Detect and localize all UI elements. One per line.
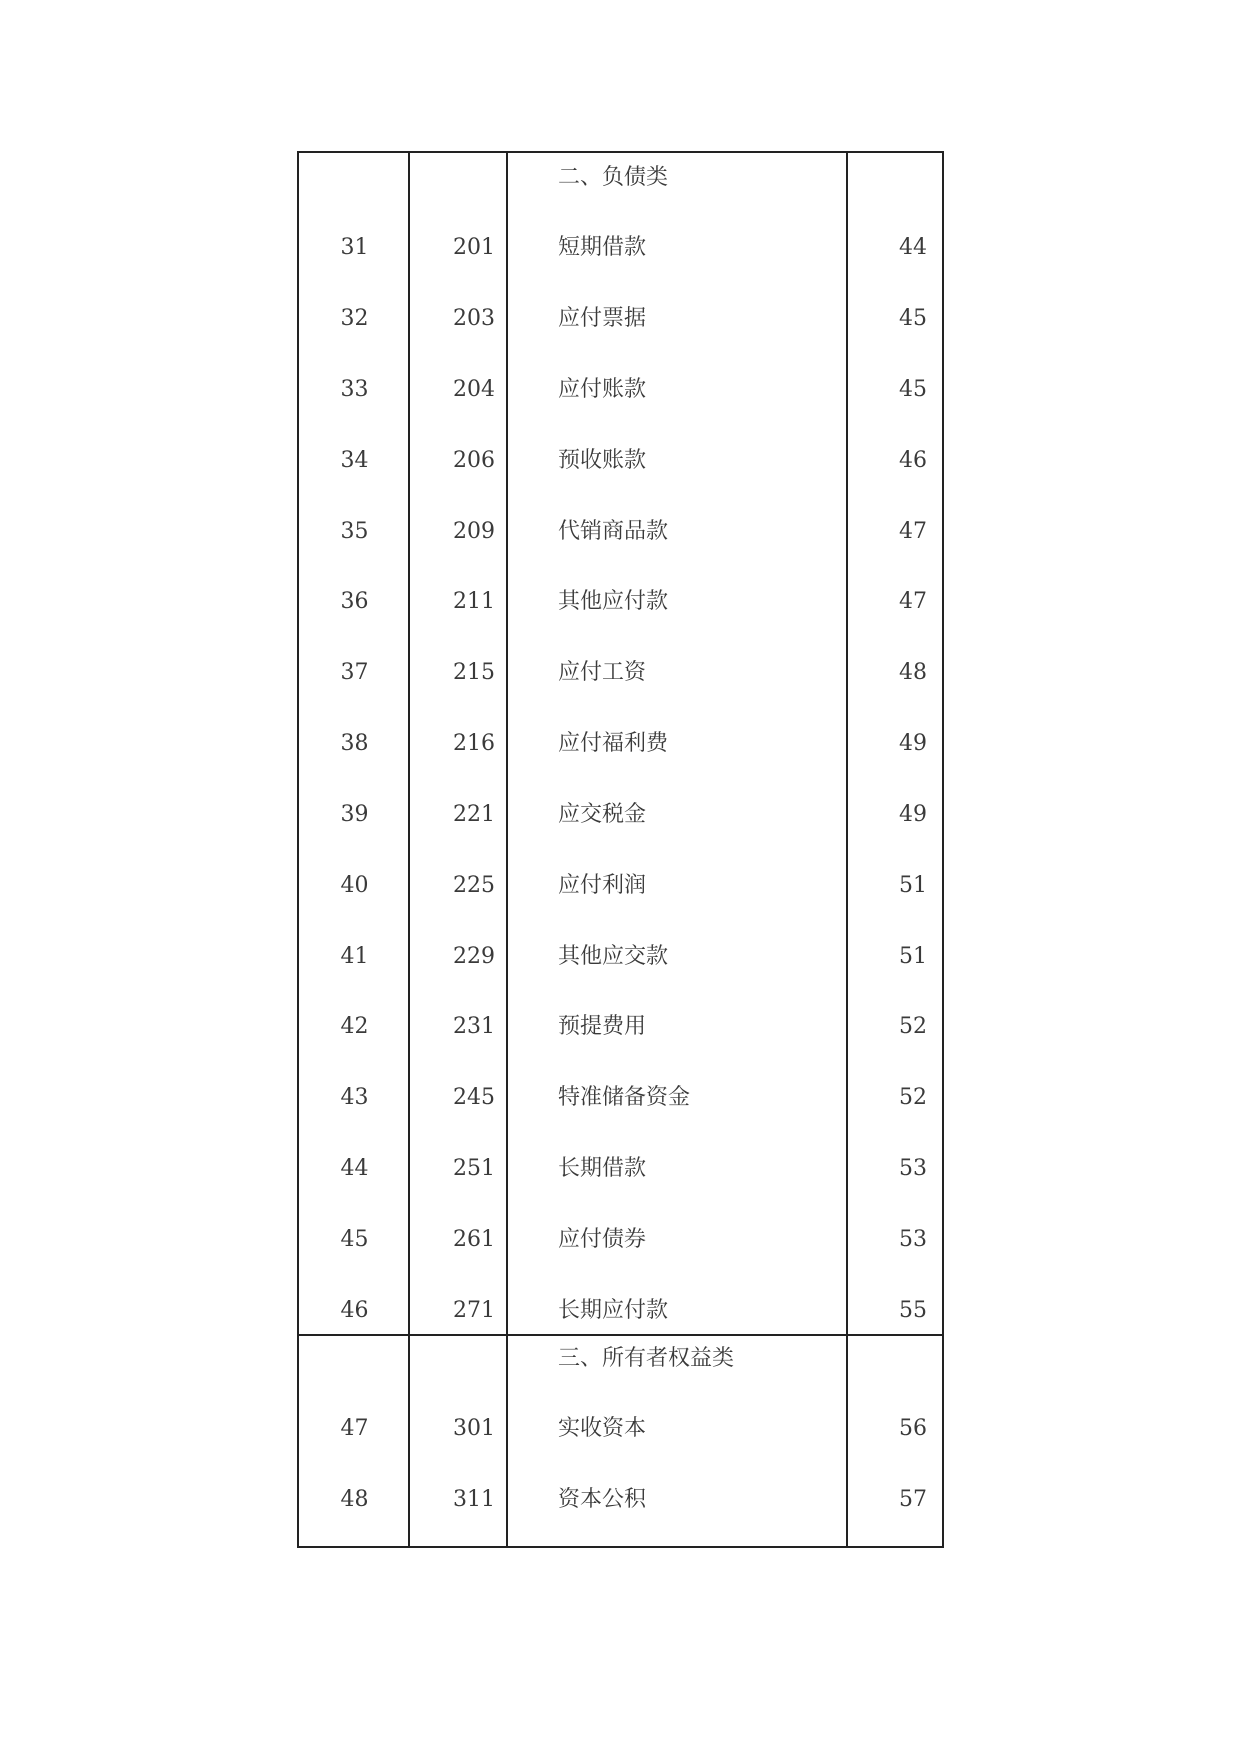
liabilities-section <box>299 153 942 1334</box>
account-code: 206 <box>453 448 495 473</box>
account-code: 251 <box>453 1156 495 1181</box>
page-number: 52 <box>899 1085 927 1110</box>
account-code: 204 <box>453 377 495 402</box>
account-code: 271 <box>453 1298 495 1323</box>
table-row <box>299 1149 942 1189</box>
account-name: 应付账款 <box>558 377 647 402</box>
account-code: 211 <box>453 589 495 614</box>
table-row <box>299 299 942 339</box>
page-number: 51 <box>899 873 927 898</box>
table-row <box>299 653 942 693</box>
page-number: 46 <box>899 448 927 473</box>
sequence-number: 46 <box>340 1298 369 1323</box>
page-number: 49 <box>899 802 927 827</box>
sequence-number: 42 <box>340 1014 369 1039</box>
table-row <box>299 866 942 906</box>
page-number: 53 <box>899 1227 927 1252</box>
account-name: 长期应付款 <box>558 1298 669 1323</box>
table-row <box>299 1480 942 1520</box>
account-name: 应付利润 <box>558 873 647 898</box>
sequence-number: 40 <box>340 873 369 898</box>
sequence-number: 38 <box>340 731 369 756</box>
sequence-number: 39 <box>340 802 369 827</box>
sequence-number: 37 <box>340 660 369 685</box>
account-code: 301 <box>453 1416 495 1441</box>
table-row <box>299 1220 942 1260</box>
account-code: 229 <box>453 944 495 969</box>
account-code: 221 <box>453 802 495 827</box>
table-row <box>299 1007 942 1047</box>
section-heading-row <box>299 1339 942 1379</box>
account-name: 短期借款 <box>558 235 647 260</box>
page-number: 55 <box>899 1298 927 1323</box>
account-name: 资本公积 <box>558 1487 647 1512</box>
table-row <box>299 512 942 552</box>
account-name: 长期借款 <box>558 1156 647 1181</box>
section-heading-row <box>299 158 942 198</box>
page-number: 53 <box>899 1156 927 1181</box>
sequence-number: 47 <box>340 1416 369 1441</box>
page-number: 56 <box>899 1416 927 1441</box>
page-number: 47 <box>899 589 927 614</box>
account-name: 其他应付款 <box>558 589 669 614</box>
table-row <box>299 582 942 622</box>
account-code: 225 <box>453 873 495 898</box>
page-number: 52 <box>899 1014 927 1039</box>
account-name: 代销商品款 <box>558 519 669 544</box>
page-number: 49 <box>899 731 927 756</box>
table-row <box>299 937 942 977</box>
table-row <box>299 1078 942 1118</box>
page-number: 51 <box>899 944 927 969</box>
account-name: 应付福利费 <box>558 731 669 756</box>
sequence-number: 31 <box>340 235 369 260</box>
sequence-number: 48 <box>340 1487 369 1512</box>
sequence-number: 43 <box>340 1085 369 1110</box>
page-number: 47 <box>899 519 927 544</box>
account-code: 216 <box>453 731 495 756</box>
page-number: 48 <box>899 660 927 685</box>
account-name: 实收资本 <box>558 1416 647 1441</box>
account-code: 215 <box>453 660 495 685</box>
account-code: 209 <box>453 519 495 544</box>
sequence-number: 44 <box>340 1156 369 1181</box>
page-number: 57 <box>899 1487 927 1512</box>
account-name: 应交税金 <box>558 802 647 827</box>
page-number: 44 <box>899 235 927 260</box>
page-number: 45 <box>899 377 927 402</box>
sequence-number: 34 <box>340 448 369 473</box>
account-code: 201 <box>453 235 495 260</box>
sequence-number: 35 <box>340 519 369 544</box>
account-name: 应付票据 <box>558 306 647 331</box>
table-row <box>299 1409 942 1449</box>
equity-section <box>299 1334 942 1546</box>
account-code: 261 <box>453 1227 495 1252</box>
account-name: 预提费用 <box>558 1014 647 1039</box>
account-code: 245 <box>453 1085 495 1110</box>
account-code: 311 <box>453 1487 495 1512</box>
table-row <box>299 724 942 764</box>
account-name: 应付工资 <box>558 660 647 685</box>
account-name: 应付债券 <box>558 1227 647 1252</box>
section-heading: 三、所有者权益类 <box>558 1346 735 1371</box>
table-row <box>299 370 942 410</box>
table-row <box>299 795 942 835</box>
page-number: 45 <box>899 306 927 331</box>
table-row <box>299 228 942 268</box>
account-code: 231 <box>453 1014 495 1039</box>
account-name: 预收账款 <box>558 448 647 473</box>
table-row <box>299 441 942 481</box>
account-name: 特准储备资金 <box>558 1085 691 1110</box>
table-row <box>299 1291 942 1331</box>
section-heading: 二、负债类 <box>558 165 669 190</box>
sequence-number: 41 <box>340 944 369 969</box>
sequence-number: 32 <box>340 306 369 331</box>
account-code: 203 <box>453 306 495 331</box>
sequence-number: 45 <box>340 1227 369 1252</box>
sequence-number: 33 <box>340 377 369 402</box>
account-name: 其他应交款 <box>558 944 669 969</box>
sequence-number: 36 <box>340 589 369 614</box>
account-ledger-table <box>297 151 944 1548</box>
